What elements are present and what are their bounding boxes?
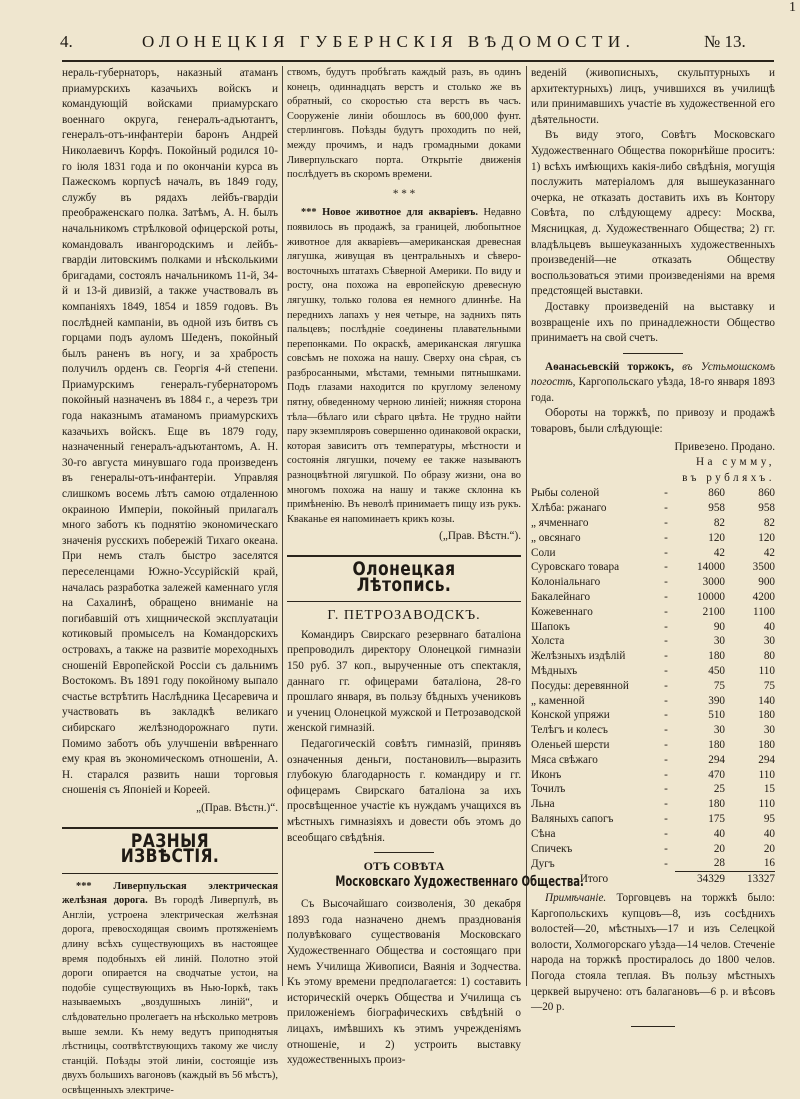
dash: - <box>664 487 668 500</box>
goods-name: Дугъ <box>531 857 555 870</box>
goods-brought: 390 <box>708 694 725 707</box>
dash: - <box>664 842 668 855</box>
dash: - <box>664 665 668 677</box>
goods-sold: 30 <box>763 635 775 648</box>
goods-sold: 75 <box>763 679 775 692</box>
header-rule <box>62 60 774 62</box>
table-row <box>531 575 775 590</box>
table-header-cols: Привезено. Продано. <box>674 440 775 453</box>
goods-sold: 4200 <box>752 591 775 604</box>
goods-sold: 3500 <box>752 561 775 574</box>
fair-note: Примѣчаніе. Торговцевъ на торжкѣ было: Каргопольскихъ купцовъ—8, изъ сосѣднихъ волостей—20, мѣстныхъ—17 и изъ Селецкой волости, Холмогорскаго уѣзда—14 челов. Стеченіе народа на торжкѣ простиралось до 1800 челов. Погода стояла теплая. Въ пользу мѣстныхъ церквей выручено: отъ балагановъ—6 р. и вѣсовъ—20 р. <box>531 891 775 1014</box>
section-heading: РАЗНЫЯ ИЗВѢСТІЯ. <box>62 827 278 874</box>
goods-sold: 180 <box>758 709 775 722</box>
table-row <box>531 501 775 516</box>
table-header-unit: въ рубляхъ. <box>682 471 775 484</box>
goods-brought: 3000 <box>702 576 725 589</box>
goods-sold: 110 <box>758 768 775 781</box>
column-1 <box>62 66 278 1099</box>
table-row <box>531 664 775 679</box>
column-3 <box>531 66 775 1027</box>
table-row <box>531 531 775 546</box>
article-body: Недавно появилось въ продажѣ, за границей, любопытное животное для акваріевъ—американская древесная лягушка, живущая въ центральныхъ и сѣверо-восточныхъ штатахъ Сѣверной Америки. По виду и росту, она похожа на европейскую древесную лягушку, только голова ея немного длиннѣе. На переднихъ лапахъ у нея четыре, на заднихъ пять пальцевъ; послѣдніе соединены плавательными перепонками. По окраскѣ, американская лягушка совсѣмъ не похожа на нашу. Сверху она сѣрая, съ разбросанными, мѣстами, темными пятнышками. Подъ глазами находится по круглому зеленому пятну, обведенному черною линіей; нижняя сторона тѣла—бѣлаго или сѣраго цвѣта. Не трудно найти пару экземпляровъ совершенно одинаковой окраски, которая зависитъ отъ температуры, мѣстности и состоянія лягушки, почему ее также называютъ разноцвѣтной лягушкой. По образу жизни, она во многомъ похожа на нашу и также склонна къ примѣненію. Въ неволѣ принимаетъ пищу изъ рукъ. Кваканье ея напоминаетъ крикъ козы. <box>287 207 521 525</box>
table-header-sum: На сумму, <box>695 456 775 469</box>
dash: - <box>664 812 668 825</box>
table-row <box>531 782 775 797</box>
goods-brought: 40 <box>713 827 725 840</box>
page-number: 4. <box>60 32 73 51</box>
newspaper-title: ОЛОНЕЦКІЯ ГУБЕРНСКІЯ ВѢДОМОСТИ. <box>142 32 636 51</box>
dash: - <box>664 546 668 559</box>
goods-brought: 10000 <box>697 591 725 604</box>
goods-sold: 860 <box>758 487 775 500</box>
issue-number: № 13. <box>704 32 746 51</box>
total-label: Итого <box>579 872 609 885</box>
table-row <box>531 620 775 635</box>
goods-name: Суровскаго товара <box>531 561 620 574</box>
corner-mark: 1 <box>789 0 796 15</box>
table-row <box>531 708 775 723</box>
dash: - <box>664 517 668 530</box>
article-title: *** Ливерпульская электрическая желѣзная дорога. <box>62 880 278 907</box>
city-heading: Г. ПЕТРОЗАВОДСКЪ. <box>327 608 481 624</box>
dash: - <box>664 753 668 766</box>
end-rule <box>631 1026 675 1027</box>
dash: - <box>664 620 668 633</box>
goods-name: Точилъ <box>531 783 566 796</box>
goods-sold: 180 <box>758 738 775 751</box>
goods-name: Телѣгъ и колесъ <box>531 724 608 737</box>
table-row <box>531 842 775 857</box>
goods-name: Сѣна <box>531 827 556 840</box>
dash: - <box>664 531 668 544</box>
table-row <box>531 590 775 605</box>
goods-name: Желѣзныхъ издѣлій <box>531 650 626 663</box>
section-heading-chronicle: Олонецкая Лѣтопись. <box>287 555 521 602</box>
goods-name: Колоніальнаго <box>531 576 601 589</box>
goods-name: Льна <box>531 798 555 811</box>
table-row <box>531 486 775 501</box>
table-row <box>531 723 775 738</box>
table-row <box>531 738 775 753</box>
table-row <box>531 856 775 871</box>
goods-brought: 82 <box>713 517 725 530</box>
goods-brought: 470 <box>708 768 725 781</box>
goods-name: Оленьей шерсти <box>531 738 610 751</box>
table-row <box>531 560 775 575</box>
goods-sold: 294 <box>758 753 775 766</box>
goods-name: „ ячменнаго <box>531 517 589 530</box>
table-row <box>531 649 775 664</box>
goods-brought: 958 <box>708 502 725 515</box>
table-row <box>531 827 775 842</box>
dash: - <box>664 857 668 870</box>
dash: - <box>664 591 668 604</box>
column-divider <box>526 66 527 986</box>
goods-name: Хлѣба: ржанаго <box>531 502 607 515</box>
goods-sold: 900 <box>758 576 775 589</box>
news-paragraph: Доставку произведеній на выставку и возвращеніе ихъ по принадлежности Общество принимаетъ на свой счетъ. <box>531 300 775 345</box>
dash: - <box>664 605 668 618</box>
goods-name: Иконъ <box>531 768 562 781</box>
article-body: Въ городѣ Ливерпулѣ, въ Англіи, устроена электрическая желѣзная дорога, превосходящая своимъ протяженіемъ длину всѣхъ существующихъ въ настоящее время подобныхъ ей линій. Полотно этой дороги опирается на сводчатые устои, на подобіе существующихъ въ Нью-Іоркѣ, такъ называемыхъ „воздушныхъ линій“, и слѣдовательно пролегаетъ на нѣсколько метровъ выше земли. Къ нему ведутъ приподнятыя лѣстницы, соотвѣтствующихъ такому же числу станцій. Поѣзды этой линіи, состоящіе изъ двухъ большихъ вагоновъ (каждый въ 56 мѣстъ), освѣщенныхъ электриче- <box>62 895 278 1096</box>
goods-brought: 510 <box>708 709 725 722</box>
goods-sold: 40 <box>763 827 775 840</box>
goods-brought: 2100 <box>702 605 725 618</box>
goods-name: Конской упряжи <box>531 709 610 722</box>
goods-name: Кожевеннаго <box>531 605 593 618</box>
goods-brought: 120 <box>708 531 725 544</box>
dash: - <box>664 783 668 796</box>
goods-sold: 80 <box>763 650 775 663</box>
dash: - <box>664 635 668 648</box>
news-paragraph: Съ Высочайшаго соизволенія, 30 декабря 1893 года назначено днемъ празднованія полувѣковаго существованія Московскаго Художественнаго Общества и состоящаго при немъ Училища Живописи, Ваянія и Зодчества. Къ этому времени предполагается: 1) составить историческій очеркъ Общества и Училища съ приложеніемъ біографическихъ свѣдѣній о лицахъ, имѣвшихъ къ этимъ учрежденіямъ отношеніе, и 2) устроить выставку художественныхъ произ- <box>287 898 521 1067</box>
goods-name: „ овсянаго <box>531 531 581 544</box>
goods-brought: 294 <box>708 753 725 766</box>
divider <box>374 852 434 853</box>
goods-brought: 20 <box>713 842 725 855</box>
table-row <box>531 679 775 694</box>
goods-brought: 450 <box>708 665 725 677</box>
goods-sold: 1100 <box>753 605 775 618</box>
goods-brought: 42 <box>713 546 725 559</box>
goods-name: Валяныхъ сапогъ <box>531 812 614 825</box>
news-paragraph: Педагогическій совѣтъ гимназій, принявъ означенныя деньги, постановилъ—выразить глубокую благодарность г. командиру и гг. офицерамъ Свирскаго баталіона за ихъ просвѣщенное участіе къ нуждамъ учащихся въ мѣстныхъ гимназіяхъ и довести объ этомъ до всеобщаго свѣдѣнія. <box>287 737 521 844</box>
goods-sold: 110 <box>758 798 775 811</box>
article-liverpool <box>62 880 278 1099</box>
dash: - <box>664 724 668 737</box>
page-header <box>0 20 800 56</box>
goods-name: Холста <box>531 635 565 648</box>
divider <box>623 353 683 354</box>
fair-intro: Обороты на торжкѣ, по привозу и продажѣ товаровъ, были слѣдующіе: <box>531 407 775 436</box>
dash: - <box>664 502 668 515</box>
news-paragraph: Въ виду этого, Совѣтъ Московскаго Художественнаго Общества покорнѣйше проситъ: 1) всѣхъ имѣющихъ какія-либо свѣдѣнія, могущія послужить матеріаломъ для вышеуказаннаго очерка, не отказать доставить ихъ въ Контору Совѣта, по слѣдующему адресу: Москва, Мясницкая, д. Художественнаго Общества; 2) гг. владѣльцевъ вышеуказанныхъ художественныхъ произведеній—не отказать Обществу воспользоваться этими произведеніями на время предстоящей выставки. <box>531 129 775 298</box>
separator-stars: * * * <box>392 187 416 200</box>
goods-brought: 180 <box>708 798 725 811</box>
goods-brought: 175 <box>708 812 725 825</box>
text-continuation: веденій (живописныхъ, скульптурныхъ и архитектурныхъ) лицъ, учившихся въ училищѣ или принимавшихъ участіе въ художественной его дѣятельности. <box>531 67 775 126</box>
article-title: *** Новое животное для акваріевъ. <box>301 207 478 219</box>
goods-sold: 120 <box>758 531 775 544</box>
total-row <box>531 872 775 887</box>
table-row <box>531 516 775 531</box>
goods-name: Рыбы соленой <box>531 487 600 500</box>
table-row <box>531 753 775 768</box>
dash: - <box>664 709 668 722</box>
table-row <box>531 546 775 561</box>
goods-name: Мѣдныхъ <box>531 665 578 677</box>
article-frog <box>287 206 521 527</box>
goods-brought: 75 <box>713 679 725 692</box>
source-signature: („Прав. Вѣстн.“). <box>439 530 521 543</box>
table-row <box>531 812 775 827</box>
dash: - <box>664 827 668 840</box>
dash: - <box>664 798 668 811</box>
goods-table <box>531 486 775 887</box>
table-row <box>531 797 775 812</box>
article-continuation: ствомъ, будутъ пробѣгать каждый разъ, въ одинъ конецъ, одиннадцать верстъ и столько же въ обратный, со скоростью ста верстъ въ часъ. Сооруженіе линіи обошлось въ 600,000 фунт. стерлинговъ. Поѣзды будутъ проходить по ней, между прочимъ, и надъ громадными доками Ливерпульскаго порта. Открытіе движенія послѣдуетъ въ скоромъ времени. <box>287 67 521 181</box>
total-sold: 13327 <box>725 872 775 887</box>
dash: - <box>664 694 668 707</box>
news-paragraph: Командиръ Свирскаго резервнаго баталіона препроводилъ директору Олонецкой гимназіи 150 руб. 37 коп., вырученные отъ спектакля, даннаго гг. офицерами баталіона, 28-го прошлаго января, въ пользу бѣдныхъ учениковъ и учениц Олонецкой мужской и Петрозаводской женской гимназій. <box>287 628 521 735</box>
column-divider <box>282 66 283 986</box>
goods-sold: 42 <box>763 546 775 559</box>
goods-brought: 28 <box>713 857 725 870</box>
goods-brought: 90 <box>713 620 725 633</box>
total-brought: 34329 <box>675 872 725 887</box>
goods-name: Шапокъ <box>531 620 570 633</box>
goods-brought: 25 <box>713 783 725 796</box>
dash: - <box>664 738 668 751</box>
goods-sold: 40 <box>763 620 775 633</box>
goods-sold: 16 <box>763 857 775 870</box>
goods-brought: 860 <box>708 487 725 500</box>
council-from: ОТЪ СОВѢТА <box>363 859 445 874</box>
dash: - <box>664 768 668 781</box>
goods-brought: 14000 <box>697 561 725 574</box>
dash: - <box>664 679 668 692</box>
goods-name: „ каменной <box>531 694 585 707</box>
table-row <box>531 694 775 709</box>
goods-sold: 20 <box>763 842 775 855</box>
goods-sold: 15 <box>763 783 775 796</box>
goods-sold: 95 <box>763 812 775 825</box>
dash: - <box>664 561 668 574</box>
table-row <box>531 634 775 649</box>
goods-sold: 110 <box>758 665 775 677</box>
goods-sold: 140 <box>758 694 775 707</box>
goods-brought: 180 <box>708 738 725 751</box>
table-row <box>531 768 775 783</box>
fair-heading: Аѳанасьевскій торжокъ, въ Устьмошскомъ погостѣ, Каргопольскаго уѣзда, 18-го января 1893 года. <box>531 360 776 404</box>
goods-brought: 30 <box>713 635 725 648</box>
source-signature: „(Прав. Вѣстн.)“. <box>196 801 278 814</box>
dash: - <box>664 650 668 663</box>
table-row <box>531 605 775 620</box>
goods-brought: 30 <box>713 724 725 737</box>
dash: - <box>664 576 668 589</box>
obituary-text: нераль-губернаторъ, наказный атаманъ приамурскихъ казачьихъ войскъ и командующій войсками приамурскаго военнаго округа, генералъ-адъютантъ, генералъ-отъ-инфантеріи баронъ Андрей Николаевичъ Корфъ. Покойный родился 10-го іюля 1831 года и по окончаніи курса въ Пажескомъ корпусѣ началъ, въ 1849 году, службу въ рядахъ лейбъ-гвардіи преображенскаго полка. Затѣмъ, А. Н. былъ начальникомъ стрѣлковой офицерской роты, командовалъ ивангородскимъ и лейбъ-гвардіи литовскимъ полками и нѣсколькими бригадами, состоялъ начальникомъ 11-й, 34-й и 13-й дивизій, а также участвовалъ въ компаніяхъ 1849, 1854 и 1859 годовъ. Въ послѣдней кампаніи, въ одной изъ битвъ съ горцами подъ ауломъ Шеденъ, покойный былъ раненъ въ ногу, и за храбрость получилъ орденъ св. Георгія 4-й степени. Приамурскимъ генералъ-губернаторомъ покойный назначенъ въ 1884 г., а черезъ три года наказнымъ атаманомъ приамурскихъ казачьихъ войскъ. Еще въ 1879 году, назначенный генералъ-адъютантомъ, А. Н. 30-го августа минувшаго года произведенъ въ генералы-отъ-инфантеріи. Управляя слишкомъ восемь лѣтъ самою отдаленною окраиною Имперіи, покойный прилагалъ много заботъ къ поднятію экономическаго значенія русскихъ побережій Тихаго океана. При немъ сталъ быстро заселятся переселенцами Южно-Уссурійскій край, началась разработка залежей каменнаго угля на Сахалинѣ, обращено вниманіе на погибавшій отъ хищнической эксплуатаціи котиковый промыселъ на Командорскихъ островахъ, а также на развитіе мореходныхъ сношеній Европейской Россіи съ дальнимъ Востокомъ. Въ 1891 году покойному выпало счастье встрѣтить Наслѣдника Цесаревича и участвовать въ закладкѣ великаго сибирскаго желѣзнодорожнаго пути. Помимо заботъ объ улучшеніи ввѣреннаго ему края въ экономическомъ отношеніи, А. Н. старался развить наши торговыя сношенія съ Японіей и Кореей. <box>62 67 278 797</box>
goods-name: Посуды: деревянной <box>531 679 629 692</box>
goods-sold: 82 <box>763 517 775 530</box>
goods-sold: 30 <box>763 724 775 737</box>
council-title: Московскаго Художественнаго Общества. <box>335 873 584 890</box>
goods-name: Спичекъ <box>531 842 573 855</box>
goods-brought: 180 <box>708 650 725 663</box>
goods-name: Соли <box>531 546 556 559</box>
goods-name: Бакалейнаго <box>531 591 591 604</box>
goods-sold: 958 <box>758 502 775 515</box>
goods-name: Мяса свѣжаго <box>531 753 598 766</box>
